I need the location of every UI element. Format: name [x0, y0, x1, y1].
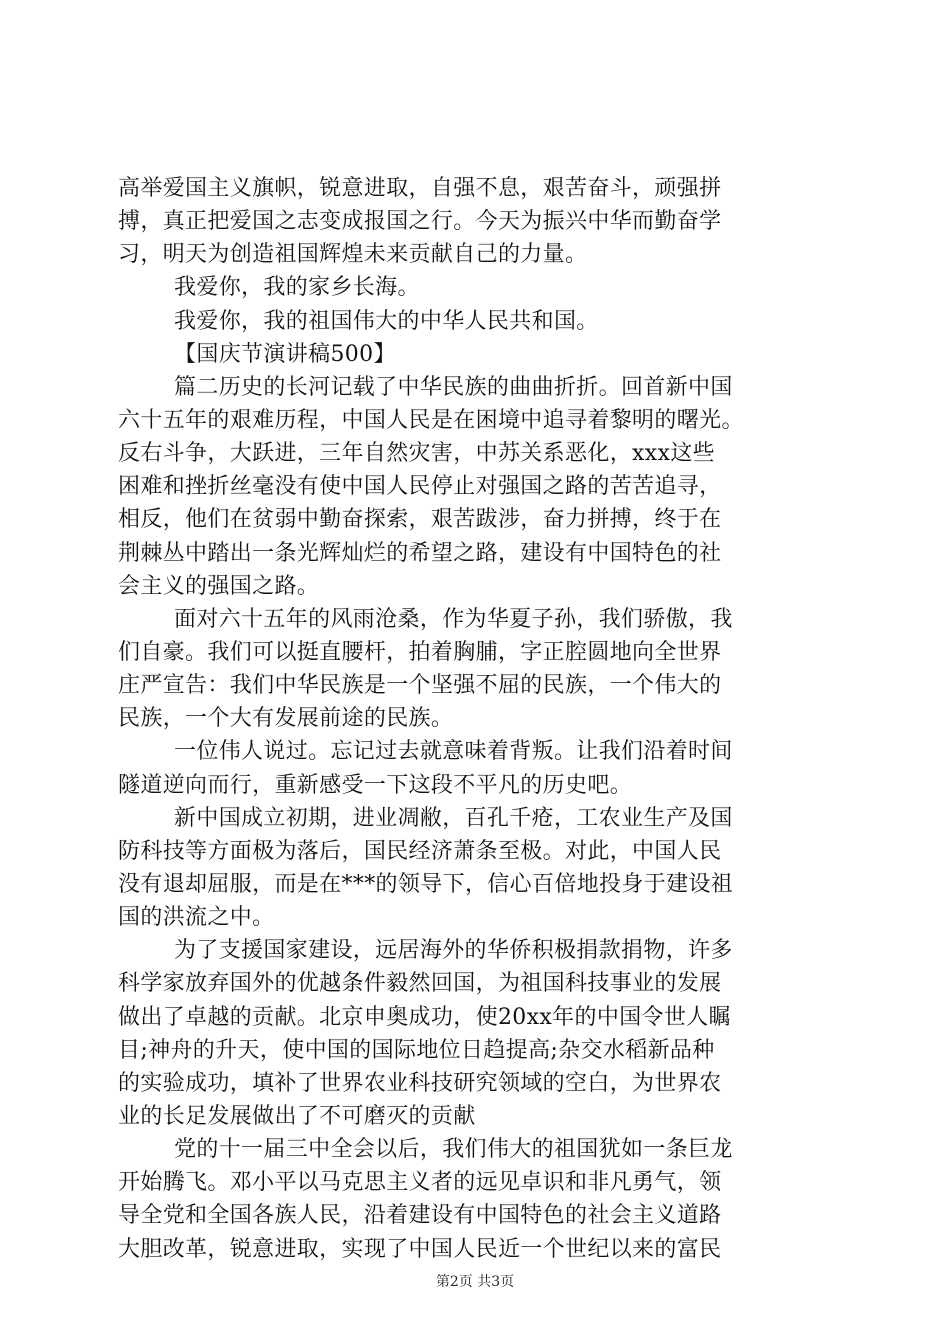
- document-body: [118, 172, 838, 1266]
- text-line: 的实验成功，填补了世界农业科技研究领域的空白，为世界农: [118, 1070, 722, 1096]
- text-line: 我爱你，我的家乡长海。: [174, 275, 420, 301]
- text-line: 科学家放弃国外的优越条件毅然回国，为祖国科技事业的发展: [118, 971, 722, 997]
- text-line: 们自豪。我们可以挺直腰杆，拍着胸脯，字正腔圆地向全世界: [118, 639, 722, 665]
- text-line: 六十五年的艰难历程，中国人民是在困境中追寻着黎明的曙光。: [118, 407, 744, 433]
- text-line: 会主义的强国之路。: [118, 573, 320, 599]
- text-line: 开始腾飞。邓小平以马克思主义者的远见卓识和非凡勇气，领: [118, 1170, 722, 1196]
- text-line: 新中国成立初期，进业凋敝，百孔千疮，工农业生产及国: [174, 805, 733, 831]
- text-line: 国的洪流之中。: [118, 905, 275, 931]
- text-line: 荆棘丛中踏出一条光辉灿烂的希望之路，建设有中国特色的社: [118, 540, 722, 566]
- page-footer: 第2页 共3页: [435, 1274, 515, 1290]
- text-line: 业的长足发展做出了不可磨灭的贡献: [118, 1103, 476, 1129]
- text-line: 篇二历史的长河记载了中华民族的曲曲折折。回首新中国: [174, 374, 733, 400]
- text-line: 导全党和全国各族人民，沿着建设有中国特色的社会主义道路: [118, 1203, 722, 1229]
- text-line: 做出了卓越的贡献。北京申奥成功，使20xx年的中国令世人瞩: [118, 1004, 731, 1030]
- text-line: 困难和挫折丝毫没有使中国人民停止对强国之路的苦苦追寻，: [118, 474, 722, 500]
- text-line: 习，明天为创造祖国辉煌未来贡献自己的力量。: [118, 242, 588, 268]
- section-heading: 【国庆节演讲稿500】: [174, 341, 396, 367]
- text-line: 一位伟人说过。忘记过去就意味着背叛。让我们沿着时间: [174, 739, 733, 765]
- text-line: 搏，真正把爱国之志变成报国之行。今天为振兴中华而勤奋学: [118, 209, 722, 235]
- text-line: 民族，一个大有发展前途的民族。: [118, 706, 454, 732]
- text-line: 面对六十五年的风雨沧桑，作为华夏子孙，我们骄傲，我: [174, 606, 733, 632]
- text-line: 高举爱国主义旗帜，锐意进取，自强不息，艰苦奋斗，顽强拼: [118, 176, 722, 201]
- text-line: 庄严宣告：我们中华民族是一个坚强不屈的民族，一个伟大的: [118, 673, 722, 699]
- text-line: 大胆改革，锐意进取，实现了中国人民近一个世纪以来的富民: [118, 1236, 722, 1262]
- text-line: 防科技等方面极为落后，国民经济萧条至极。对此，中国人民: [118, 838, 722, 864]
- text-line: 隧道逆向而行，重新感受一下这段不平凡的历史吧。: [118, 772, 633, 798]
- text-line: 我爱你，我的祖国伟大的中华人民共和国。: [174, 308, 599, 334]
- text-line: 相反，他们在贫弱中勤奋探索，艰苦跋涉，奋力拼搏，终于在: [118, 507, 722, 533]
- text-line: 反右斗争，大跃进，三年自然灾害，中苏关系恶化，xxx这些: [118, 441, 716, 467]
- text-line: 没有退却屈服，而是在***的领导下，信心百倍地投身于建设祖: [118, 871, 734, 897]
- text-line: 为了支援国家建设，远居海外的华侨积极捐款捐物，许多: [174, 938, 733, 964]
- text-line: 党的十一届三中全会以后，我们伟大的祖国犹如一条巨龙: [174, 1137, 733, 1163]
- text-line: 目;神舟的升天，使中国的国际地位日趋提高;杂交水稻新品种: [118, 1037, 715, 1063]
